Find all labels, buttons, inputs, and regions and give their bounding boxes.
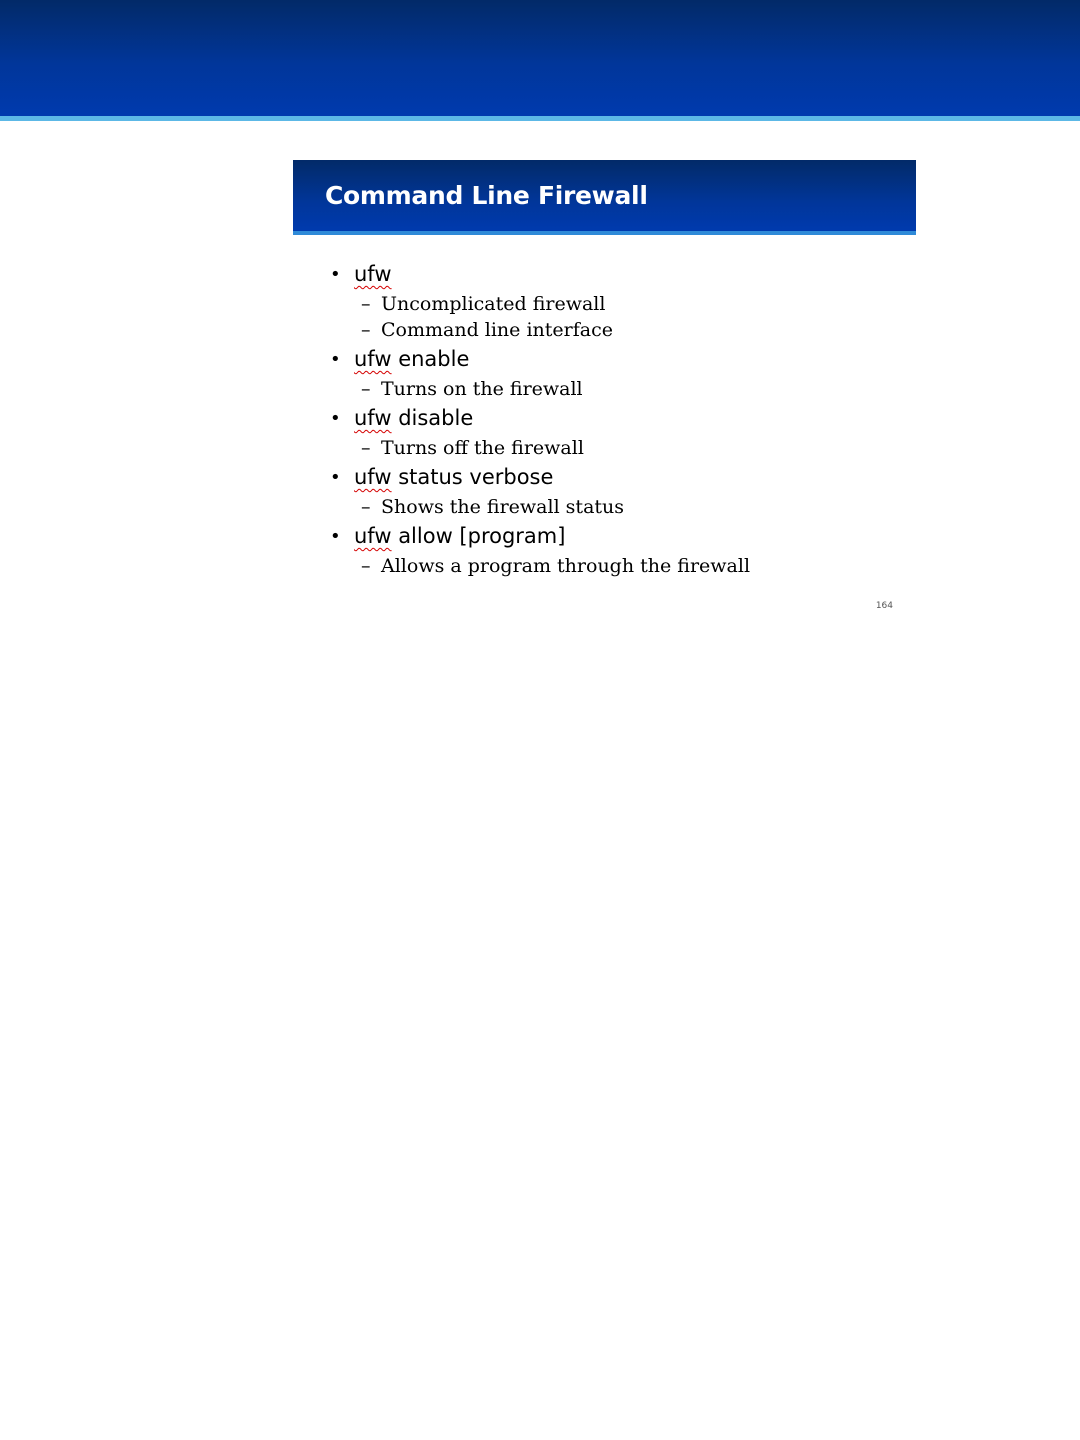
sub-item <box>293 376 916 402</box>
command-args: allow [program] <box>391 524 566 548</box>
slide-header <box>293 160 916 231</box>
sub-glyph: – <box>361 437 371 459</box>
page-number: 164 <box>875 601 893 611</box>
bullet-text <box>354 520 565 553</box>
command-args: enable <box>391 347 470 371</box>
sub-glyph: – <box>361 319 371 341</box>
bullet-glyph: • <box>330 526 341 547</box>
sub-item <box>293 291 916 317</box>
bullet-glyph: • <box>330 264 341 285</box>
sub-item <box>293 317 916 343</box>
bullet-item <box>293 343 916 402</box>
sub-item <box>293 553 916 579</box>
command-args: status verbose <box>391 465 554 489</box>
bullet-text <box>354 258 392 291</box>
command-word: ufw <box>354 262 392 286</box>
slide-title: Command Line Firewall <box>325 181 648 210</box>
bullet-item <box>293 402 916 461</box>
command-args: disable <box>391 406 474 430</box>
command-word: ufw <box>354 465 392 489</box>
sub-text: Turns off the firewall <box>381 437 584 459</box>
bullet-glyph: • <box>330 408 341 429</box>
sub-item <box>293 435 916 461</box>
bullet-text <box>354 343 469 376</box>
sub-text: Uncomplicated firewall <box>381 293 606 315</box>
sub-glyph: – <box>361 378 371 400</box>
slide-header-stripe <box>293 231 916 235</box>
sub-glyph: – <box>361 555 371 577</box>
bullet-glyph: • <box>330 467 341 488</box>
command-word: ufw <box>354 524 392 548</box>
bullet-item <box>293 520 916 579</box>
bullet-glyph: • <box>330 349 341 370</box>
sub-text: Turns on the firewall <box>381 378 583 400</box>
bullet-text <box>354 402 473 435</box>
sub-text: Command line interface <box>381 319 613 341</box>
bullet-text <box>354 461 553 494</box>
command-word: ufw <box>354 406 392 430</box>
top-banner-stripe <box>0 116 1080 121</box>
sub-text: Shows the firewall status <box>381 496 625 518</box>
bullet-item <box>293 461 916 520</box>
bullet-item <box>293 258 916 343</box>
command-word: ufw <box>354 347 392 371</box>
sub-glyph: – <box>361 496 371 518</box>
top-banner <box>0 0 1080 116</box>
sub-item <box>293 494 916 520</box>
sub-text: Allows a program through the firewall <box>381 555 751 577</box>
slide <box>293 160 916 620</box>
sub-glyph: – <box>361 293 371 315</box>
bullet-list <box>293 258 916 579</box>
